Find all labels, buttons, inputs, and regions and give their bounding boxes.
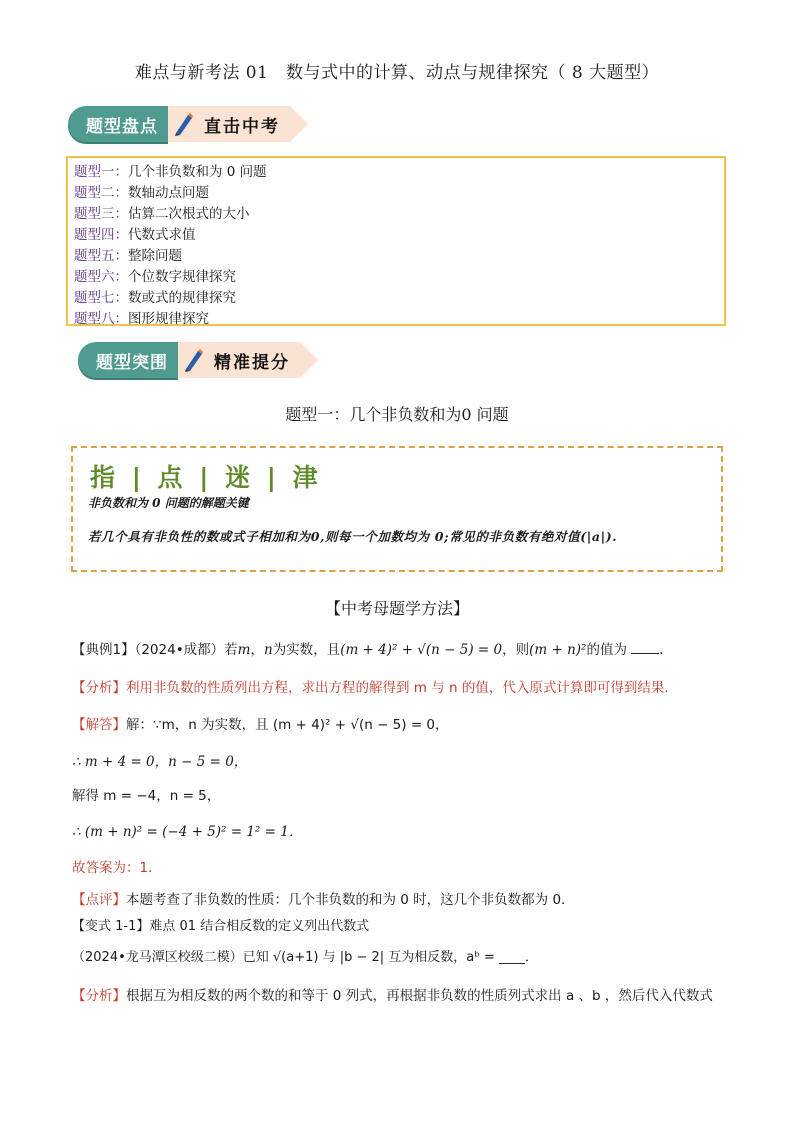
- list-item: 题型四：代数式求值: [74, 227, 196, 243]
- variant-question: （2024•龙马潭区校级二模）已知 √(a+1) 与 |b − 2| 互为相反数，aᵇ = ____．: [72, 950, 538, 965]
- variant-heading: 【变式 1-1】难点 01 结合相反数的定义列出代数式: [72, 919, 370, 934]
- banner-left-label: 题型盘点: [68, 106, 168, 142]
- list-item: 题型八：图形规律探究: [74, 311, 209, 327]
- list-item: 题型二：数轴动点问题: [74, 185, 209, 201]
- banner-breakthrough: [78, 338, 318, 382]
- answer-blank: [631, 653, 659, 654]
- banner-right-label: 精准提分: [208, 342, 300, 378]
- tip-title: 指 | 点 | 迷 | 津: [90, 463, 322, 492]
- section-heading: 题型一：几个非负数和为0 问题: [285, 405, 509, 424]
- method-heading: 【中考母题学方法】: [324, 599, 469, 618]
- solution-step: ∴ m + 4 = 0，n − 5 = 0，: [72, 754, 248, 770]
- solution-step: ∴ (m + n)² = (−4 + 5)² = 1² = 1．: [72, 824, 303, 840]
- solution-step: 解得 m = −4，n = 5，: [72, 788, 221, 804]
- banner-arrow: [290, 106, 308, 142]
- banner-right-label: 直击中考: [198, 106, 290, 142]
- analysis-line: 【分析】利用非负数的性质列出方程，求出方程的解得到 m 与 n 的值，代入原式计算即可得到结果．: [72, 680, 678, 696]
- pen-icon: [168, 106, 198, 142]
- analysis-line: 【分析】根据互为相反数的两个数的和等于 0 列式，再根据非负数的性质列式求出 a 、b ，然后代入代数式: [72, 988, 713, 1004]
- banner-question-types: [68, 102, 308, 146]
- list-item: 题型六：个位数字规律探究: [74, 269, 236, 285]
- list-item: 题型一：几个非负数和为 0 问题: [74, 164, 267, 180]
- answer-line: 故答案为：1．: [72, 860, 162, 876]
- comment-line: 【点评】本题考查了非负数的性质：几个非负数的和为 0 时，这几个非负数都为 0．: [72, 892, 575, 908]
- example-question: 【典例1】（2024•成都）若m，n为实数，且(m + 4)² + √(n − 5) = 0，则(m + n)²的值为 ．: [72, 642, 673, 658]
- list-item: 题型五：整除问题: [74, 248, 182, 264]
- list-item: 题型三：估算二次根式的大小: [74, 206, 250, 222]
- pen-icon: [178, 342, 208, 378]
- tip-subtitle: 非负数和为 0 问题的解题关键: [88, 496, 249, 510]
- solution-line: 【解答】解：∵m，n 为实数，且 (m + 4)² + √(n − 5) = 0，: [72, 717, 449, 733]
- tip-body: 若几个具有非负性的数或式子相加和为0,则每一个加数均为 0;常见的非负数有绝对值(|a|).: [88, 529, 618, 544]
- banner-left-label: 题型突围: [78, 342, 178, 378]
- document-title: 难点与新考法 01 数与式中的计算、动点与规律探究（ 8 大题型）: [134, 63, 660, 83]
- list-item: 题型七：数或式的规律探究: [74, 290, 236, 306]
- question-type-list: [66, 156, 726, 326]
- banner-arrow: [300, 342, 318, 378]
